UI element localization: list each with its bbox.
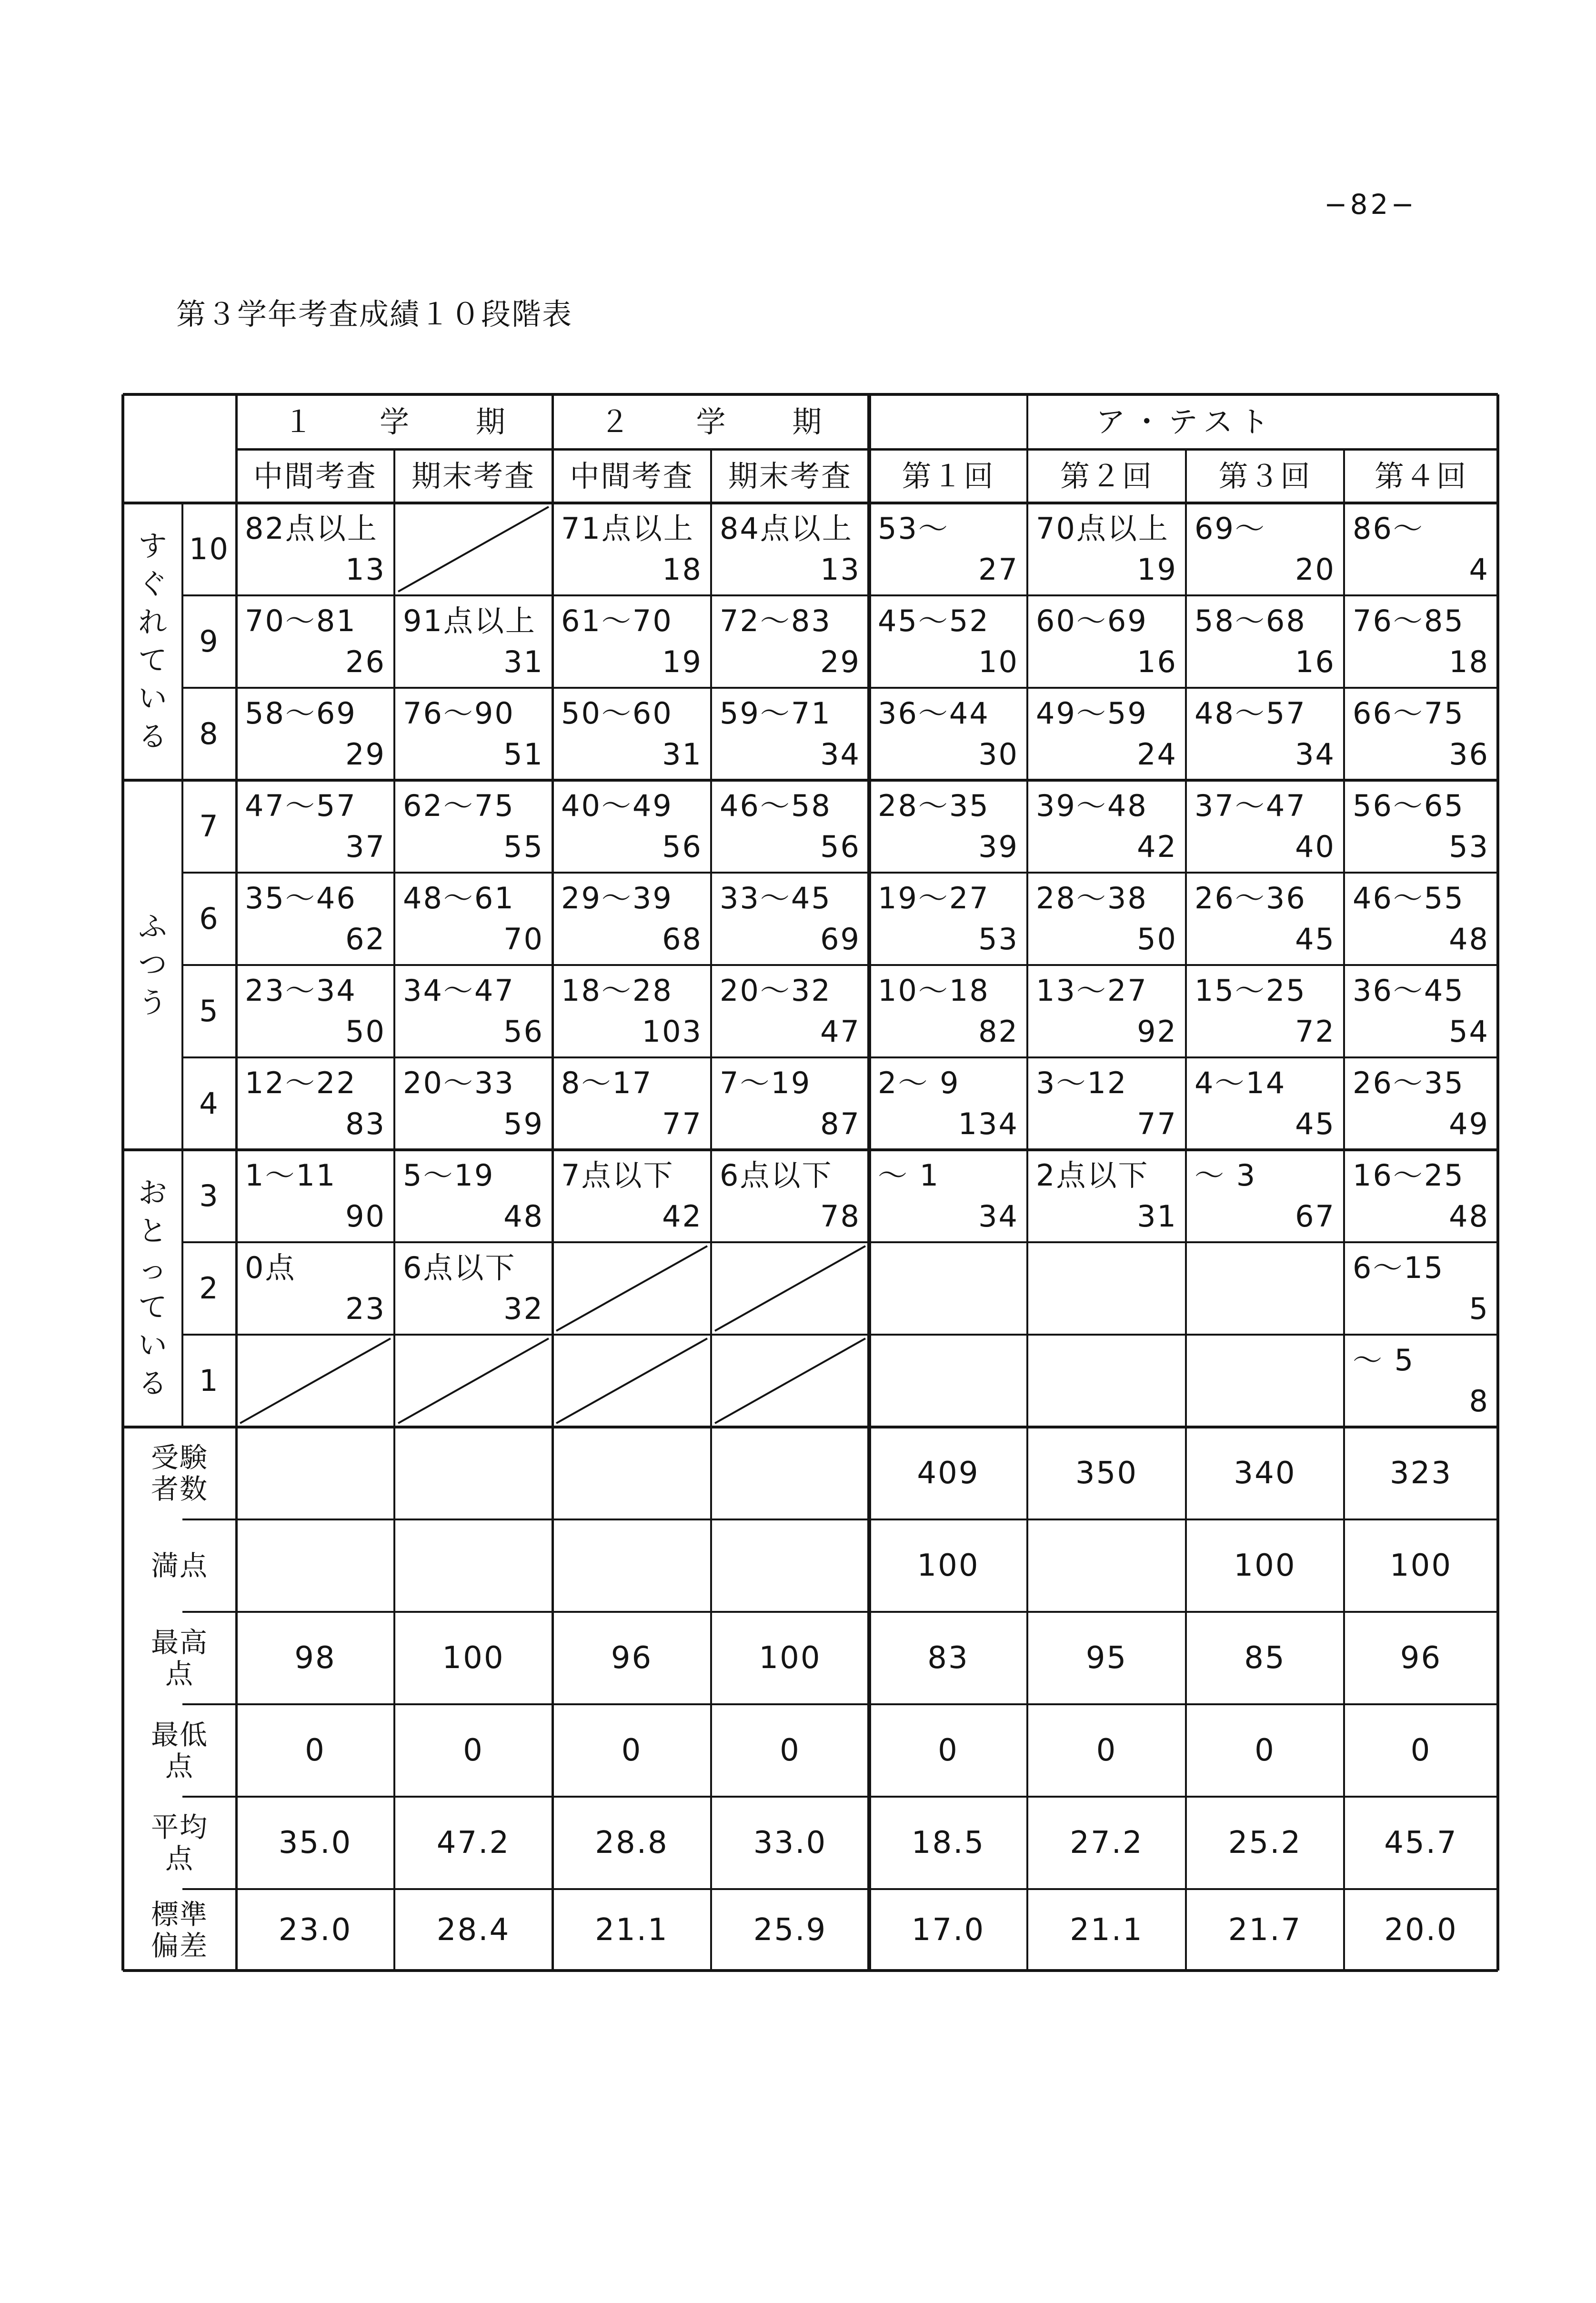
score-range: 84点以上 [720,511,853,546]
stat-value: 409 [917,1456,980,1491]
stat-value: 0 [1410,1733,1432,1768]
grade-number-label: 7 [199,809,220,844]
stat-value: 100 [442,1640,505,1676]
score-range: 47～57 [245,788,357,823]
page-number: −82− [1324,188,1417,221]
score-range: 39～48 [1036,788,1148,823]
student-count: 31 [662,737,703,772]
student-count: 31 [1137,1199,1177,1234]
group-label-char: い [138,682,167,715]
grade-number-label: 5 [199,994,220,1028]
score-range: 40～49 [561,788,673,823]
student-count: 37 [345,829,386,864]
subheader-label: 第２回 [1060,458,1153,493]
group-label-char: う [138,986,167,1020]
score-range: 7点以下 [561,1158,674,1193]
student-count: 29 [345,737,386,772]
stat-value: 33.0 [753,1825,827,1861]
stat-value: 85 [1244,1640,1286,1676]
score-range: 6点以下 [720,1158,833,1193]
student-count: 92 [1137,1014,1177,1049]
student-count: 18 [662,552,703,587]
score-range: 3～12 [1036,1066,1128,1100]
stat-value: 17.0 [911,1912,985,1948]
stat-value: 323 [1389,1456,1453,1491]
score-range: 8～17 [561,1066,653,1100]
stat-value: 0 [1096,1733,1117,1768]
student-count: 70 [503,922,544,956]
score-range: ～ 3 [1194,1158,1257,1193]
student-count: 32 [503,1291,544,1326]
grade-number-label: 6 [199,901,220,936]
student-count: 16 [1137,644,1177,679]
stat-label-line: 満点 [151,1549,208,1582]
stat-label-line: 者数 [151,1473,208,1505]
score-range: 46～58 [720,788,832,823]
student-count: 59 [503,1106,544,1141]
score-range: 82点以上 [245,511,378,546]
empty-cell-slash [715,1338,865,1423]
score-range: 46～55 [1353,881,1465,915]
score-range: 19～27 [878,881,990,915]
score-range: 72～83 [720,603,832,638]
student-count: 87 [820,1106,861,1141]
group-label-char: て [138,644,167,677]
student-count: 134 [958,1106,1019,1141]
student-count: 51 [503,737,544,772]
stat-label-line: 点 [165,1842,194,1875]
stat-label-line: 標準 [151,1898,208,1931]
score-range: 23～34 [245,973,357,1008]
stat-label-line: 平均 [151,1811,208,1843]
score-range: 28～35 [878,788,990,823]
student-count: 34 [1295,737,1335,772]
subheader-label: 中間考査 [253,458,377,493]
score-range: 86～ [1353,511,1424,546]
group-label-char: と [138,1215,167,1248]
score-range: 34～47 [403,973,515,1008]
stat-value: 28.8 [595,1825,669,1861]
grade-number-label: 8 [199,716,220,751]
score-range: 37～47 [1194,788,1306,823]
student-count: 50 [345,1014,386,1049]
score-range: 6～15 [1353,1250,1445,1285]
student-count: 90 [345,1199,386,1234]
student-count: 30 [978,737,1019,772]
stat-label-line: 点 [165,1750,194,1782]
subheader-label: 第４回 [1374,458,1467,493]
student-count: 72 [1295,1014,1335,1049]
stat-value: 340 [1234,1456,1296,1491]
empty-cell-slash [715,1246,865,1331]
score-range: 71点以上 [561,511,694,546]
student-count: 31 [503,644,544,679]
score-range: 29～39 [561,881,673,915]
student-count: 42 [1137,829,1177,864]
student-count: 48 [503,1199,544,1234]
student-count: 53 [1449,829,1489,864]
stat-value: 21.1 [1070,1912,1144,1948]
stat-value: 25.9 [753,1912,827,1948]
header-atest-label: ア・テスト [1095,404,1276,439]
student-count: 68 [662,922,703,956]
stat-label-line: 最高 [151,1626,208,1659]
stat-value: 21.1 [595,1912,669,1948]
student-count: 77 [662,1106,703,1141]
student-count: 26 [345,644,386,679]
score-range: 66～75 [1353,696,1465,731]
stat-value: 100 [1389,1548,1453,1583]
score-range: 15～25 [1194,973,1306,1008]
group-label-char: つ [138,948,167,982]
student-count: 24 [1137,737,1177,772]
grade-number-label: 1 [199,1363,220,1398]
stat-label-line: 最低 [151,1719,208,1751]
score-range: 45～52 [878,603,990,638]
empty-cell-slash [398,1338,549,1423]
score-range: 12～22 [245,1066,357,1100]
group-label-char: お [138,1177,167,1210]
student-count: 36 [1449,737,1489,772]
score-range: 76～85 [1353,603,1465,638]
score-range: 6点以下 [403,1250,516,1285]
student-count: 49 [1449,1106,1489,1141]
stat-value: 83 [927,1640,969,1676]
stat-value: 0 [938,1733,959,1768]
subheader-label: 中間考査 [570,458,694,493]
score-range: 28～38 [1036,881,1148,915]
score-range: 2～ 9 [878,1066,960,1100]
stat-value: 0 [305,1733,326,1768]
student-count: 103 [642,1014,703,1049]
student-count: 77 [1137,1106,1177,1141]
score-range: 20～33 [403,1066,515,1100]
grade-distribution-table [123,394,1498,1971]
score-range: 61～70 [561,603,673,638]
student-count: 83 [345,1106,386,1141]
stat-value: 18.5 [911,1825,985,1861]
score-range: 13～27 [1036,973,1148,1008]
score-range: 33～45 [720,881,832,915]
header-term2-label: ２ 学 期 [600,404,851,439]
student-count: 20 [1295,552,1335,587]
student-count: 50 [1137,922,1177,956]
subheader-label: 期末考査 [728,458,852,493]
subheader-label: 第３回 [1218,458,1312,493]
student-count: 5 [1469,1291,1489,1326]
stat-value: 0 [1255,1733,1275,1768]
student-count: 69 [820,922,861,956]
score-range: 4～14 [1194,1066,1286,1100]
student-count: 54 [1449,1014,1489,1049]
score-range: 48～57 [1194,696,1306,731]
score-range: 36～45 [1353,973,1465,1008]
stat-value: 47.2 [436,1825,511,1861]
grade-number-label: 10 [189,532,230,566]
student-count: 42 [662,1199,703,1234]
stat-value: 25.2 [1228,1825,1302,1861]
stat-value: 95 [1085,1640,1128,1676]
group-label-char: ふ [138,910,167,944]
group-label-char: す [138,530,167,563]
group-label-char: る [138,1367,167,1400]
student-count: 18 [1449,644,1489,679]
score-range: 56～65 [1353,788,1465,823]
student-count: 56 [662,829,703,864]
score-range: 53～ [878,511,949,546]
document-title: 第３学年考査成績１０段階表 [176,297,573,332]
student-count: 55 [503,829,544,864]
grade-number-label: 4 [199,1086,220,1121]
student-count: 27 [978,552,1019,587]
stat-value: 350 [1075,1456,1138,1491]
score-range: 60～69 [1036,603,1148,638]
score-range: ～ 1 [878,1158,940,1193]
score-range: ～ 5 [1353,1343,1415,1378]
student-count: 13 [820,552,861,587]
score-range: 58～68 [1194,603,1306,638]
student-count: 29 [820,644,861,679]
score-range: 48～61 [403,881,515,915]
stat-value: 100 [917,1548,980,1583]
student-count: 48 [1449,1199,1489,1234]
empty-cell-slash [240,1338,391,1423]
student-count: 8 [1469,1384,1489,1418]
student-count: 34 [820,737,861,772]
stat-value: 27.2 [1070,1825,1144,1861]
stat-value: 23.0 [278,1912,352,1948]
score-range: 0点 [245,1250,296,1285]
student-count: 67 [1295,1199,1335,1234]
score-range: 70点以上 [1036,511,1169,546]
score-range: 26～36 [1194,881,1306,915]
student-count: 34 [978,1199,1019,1234]
stat-value: 96 [1400,1640,1442,1676]
stat-value: 20.0 [1384,1912,1458,1948]
student-count: 56 [820,829,861,864]
empty-cell-slashes [123,394,1498,1971]
score-range: 7～19 [720,1066,812,1100]
grade-number-label: 9 [199,624,220,659]
subheader-label: 第１回 [902,458,995,493]
student-count: 39 [978,829,1019,864]
score-range: 2点以下 [1036,1158,1149,1193]
score-range: 16～25 [1353,1158,1465,1193]
stat-value: 96 [611,1640,653,1676]
score-range: 49～59 [1036,696,1148,731]
student-count: 19 [1137,552,1177,587]
score-range: 70～81 [245,603,357,638]
score-range: 5～19 [403,1158,495,1193]
student-count: 45 [1295,922,1335,956]
student-count: 4 [1469,552,1489,587]
score-range: 59～71 [720,696,832,731]
score-range: 58～69 [245,696,357,731]
student-count: 45 [1295,1106,1335,1141]
score-range: 1～11 [245,1158,337,1193]
grade-number-label: 2 [199,1271,220,1306]
stat-value: 45.7 [1384,1825,1458,1861]
score-range: 76～90 [403,696,515,731]
group-label-char: い [138,1329,167,1362]
stat-value: 0 [463,1733,484,1768]
student-count: 10 [978,644,1019,679]
stat-value: 100 [1234,1548,1296,1583]
stat-value: 100 [759,1640,822,1676]
student-count: 13 [345,552,386,587]
student-count: 23 [345,1291,386,1326]
score-range: 91点以上 [403,603,536,638]
score-range: 50～60 [561,696,673,731]
group-label-char: っ [138,1253,167,1286]
student-count: 48 [1449,922,1489,956]
student-count: 56 [503,1014,544,1049]
stat-value: 21.7 [1228,1912,1302,1948]
stat-value: 35.0 [278,1825,352,1861]
stat-label-line: 偏差 [151,1929,208,1962]
subheader-label: 期末考査 [411,458,535,493]
group-label-char: る [138,720,167,754]
score-range: 62～75 [403,788,515,823]
student-count: 53 [978,922,1019,956]
score-range: 35～46 [245,881,357,915]
student-count: 78 [820,1199,861,1234]
group-label-char: れ [138,606,167,639]
group-label-char: ぐ [138,568,167,601]
group-label-char: て [138,1291,167,1324]
student-count: 47 [820,1014,861,1049]
stat-label-line: 受験 [151,1441,208,1474]
student-count: 19 [662,644,703,679]
stat-label-line: 点 [165,1658,194,1690]
student-count: 62 [345,922,386,956]
score-range: 36～44 [878,696,990,731]
grade-number-label: 3 [199,1178,220,1213]
empty-cell-slash [556,1338,707,1423]
stat-value: 98 [294,1640,336,1676]
empty-cell-slash [398,507,549,592]
stat-value: 0 [780,1733,801,1768]
score-range: 20～32 [720,973,832,1008]
student-count: 40 [1295,829,1335,864]
score-range: 18～28 [561,973,673,1008]
score-range: 69～ [1194,511,1266,546]
student-count: 16 [1295,644,1335,679]
student-count: 82 [978,1014,1019,1049]
empty-cell-slash [556,1246,707,1331]
score-range: 10～18 [878,973,990,1008]
header-term1-label: １ 学 期 [283,404,534,439]
score-range: 26～35 [1353,1066,1465,1100]
stat-value: 28.4 [436,1912,511,1948]
stat-value: 0 [621,1733,642,1768]
